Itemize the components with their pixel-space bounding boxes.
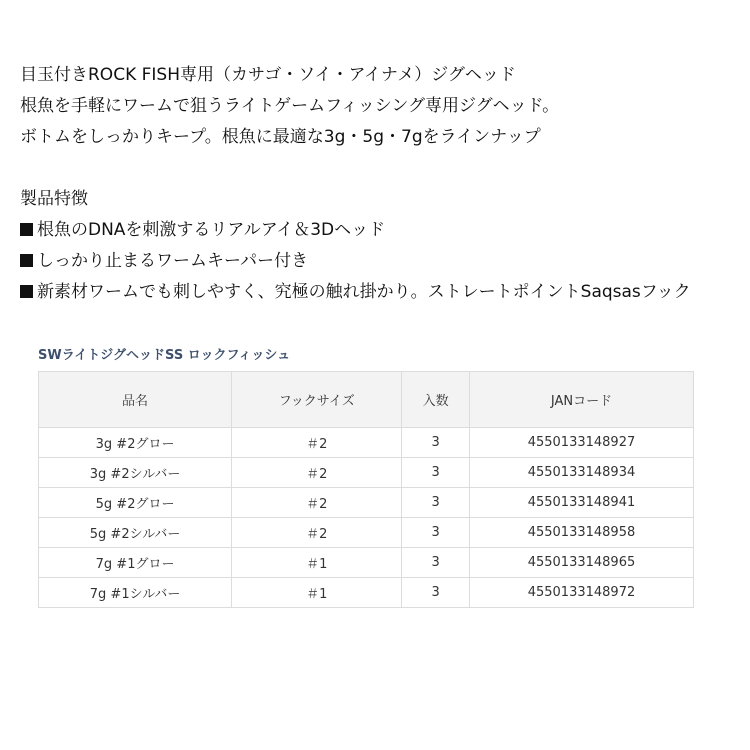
table-row (39, 518, 694, 548)
cell-hook-size: ＃2 (232, 458, 402, 488)
table-row (39, 458, 694, 488)
cell-quantity: 3 (402, 458, 470, 488)
cell-product-name: 3g #2シルバー (39, 458, 232, 488)
table-row (39, 428, 694, 458)
cell-product-name: 7g #1グロー (39, 548, 232, 578)
cell-hook-size: ＃2 (232, 488, 402, 518)
table-header-row (39, 372, 694, 428)
feature-text: しっかり止まるワームキーパー付き (37, 251, 309, 271)
description-line: 根魚を手軽にワームで狙うライトゲームフィッシング専用ジグヘッド。 (20, 96, 560, 116)
square-bullet-icon (20, 254, 33, 267)
feature-item (20, 246, 740, 277)
cell-jan-code: 4550133148927 (469, 428, 693, 458)
spec-table-title: SWライトジグヘッドSS ロックフィッシュ (38, 348, 291, 363)
cell-quantity: 3 (402, 428, 470, 458)
cell-hook-size: ＃2 (232, 518, 402, 548)
spec-table (38, 371, 694, 608)
feature-item (20, 215, 740, 246)
table-row (39, 548, 694, 578)
cell-product-name: 7g #1シルバー (39, 578, 232, 608)
product-description (20, 60, 740, 308)
cell-quantity: 3 (402, 578, 470, 608)
cell-product-name: 5g #2シルバー (39, 518, 232, 548)
column-header-jan-code: JANコード (469, 372, 693, 428)
cell-quantity: 3 (402, 548, 470, 578)
cell-jan-code: 4550133148934 (469, 458, 693, 488)
cell-product-name: 5g #2グロー (39, 488, 232, 518)
table-row (39, 578, 694, 608)
cell-jan-code: 4550133148965 (469, 548, 693, 578)
square-bullet-icon (20, 223, 33, 236)
cell-quantity: 3 (402, 488, 470, 518)
feature-text: 根魚のDNAを刺激するリアルアイ＆3Dヘッド (37, 220, 386, 240)
cell-product-name: 3g #2グロー (39, 428, 232, 458)
cell-hook-size: ＃1 (232, 578, 402, 608)
feature-text: 新素材ワームでも刺しやすく、究極の触れ掛かり。ストレートポイントSaqsasフック (37, 282, 691, 302)
cell-jan-code: 4550133148958 (469, 518, 693, 548)
square-bullet-icon (20, 285, 33, 298)
description-line: 目玉付きROCK FISH専用（カサゴ・ソイ・アイナメ）ジグヘッド (20, 65, 516, 85)
cell-hook-size: ＃1 (232, 548, 402, 578)
table-row (39, 488, 694, 518)
cell-hook-size: ＃2 (232, 428, 402, 458)
features-heading: 製品特徴 (20, 189, 88, 209)
cell-jan-code: 4550133148972 (469, 578, 693, 608)
feature-item (20, 277, 740, 308)
column-header-quantity: 入数 (402, 372, 470, 428)
column-header-hook-size: フックサイズ (232, 372, 402, 428)
column-header-name: 品名 (39, 372, 232, 428)
description-line: ボトムをしっかりキープ。根魚に最適な3g・5g・7gをラインナップ (20, 127, 541, 147)
cell-jan-code: 4550133148941 (469, 488, 693, 518)
cell-quantity: 3 (402, 518, 470, 548)
